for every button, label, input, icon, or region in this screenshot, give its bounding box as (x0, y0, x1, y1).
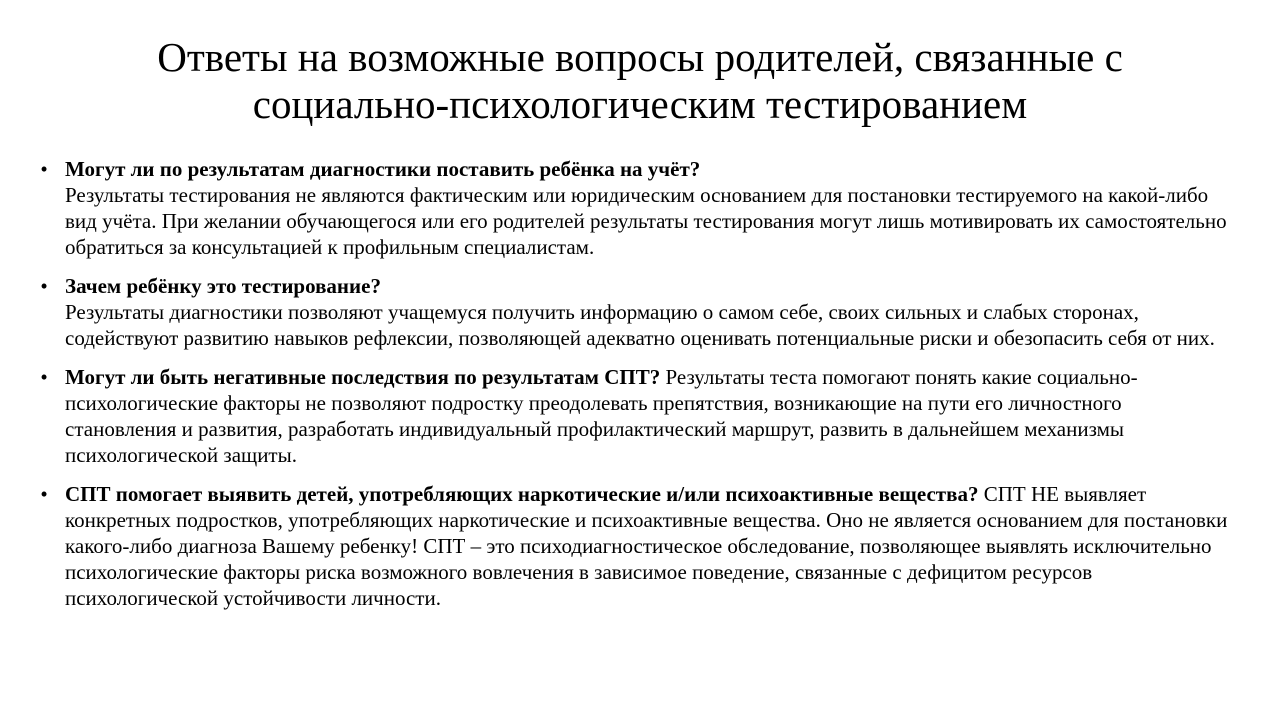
bullet-icon: • (40, 365, 48, 389)
title-line-1: Ответы на возможные вопросы родителей, связанные с (157, 34, 1123, 80)
slide-title (60, 34, 1220, 128)
faq-item (38, 481, 1238, 611)
faq-item (38, 156, 1238, 260)
faq-answer: СПТ НЕ выявляет конкретных подростков, употребляющих наркотические и психоактивные вещества. Оно не является основанием для постановки какого-либо диагноза Вашему ребенку! СПТ – это психодиагностическое обследование, позволяющее выявлять исключительно психологические факторы риска возможного вовлечения в зависимое поведение, связанные с дефицитом ресурсов психологической устойчивости личности. (65, 482, 1228, 610)
faq-question: Могут ли по результатам диагностики поставить ребёнка на учёт? (65, 157, 701, 181)
faq-answer: Результаты тестирования не являются фактическим или юридическим основанием для постановки тестируемого на какой-либо вид учёта. При желании обучающегося или его родителей результаты тестирования могут лишь мотивировать их самостоятельно обратиться за консультацией к профильным специалистам. (65, 183, 1227, 259)
faq-question: СПТ помогает выявить детей, употребляющих наркотические и/или психоактивные вещества? (65, 482, 979, 506)
faq-question: Зачем ребёнку это тестирование? (65, 274, 381, 298)
faq-answer: Результаты теста помогают понять какие социально-психологические факторы не позволяют подростку преодолевать препятствия, возникающие на пути его личностного становления и развития, разработать индивидуальный профилактический маршрут, развить в дальнейшем механизмы психологической защиты. (65, 365, 1138, 467)
faq-question: Могут ли быть негативные последствия по результатам СПТ? (65, 365, 661, 389)
faq-item (38, 273, 1238, 351)
bullet-icon: • (40, 157, 48, 181)
title-line-2: социально-психологическим тестированием (252, 81, 1028, 127)
faq-list (38, 156, 1238, 624)
bullet-icon: • (40, 482, 48, 506)
faq-item (38, 364, 1238, 468)
faq-answer: Результаты диагностики позволяют учащемуся получить информацию о самом себе, своих сильных и слабых сторонах, содействуют развитию навыков рефлексии, позволяющей адекватно оценивать потенциальные риски и обезопасить себя от них. (65, 300, 1215, 350)
bullet-icon: • (40, 274, 48, 298)
